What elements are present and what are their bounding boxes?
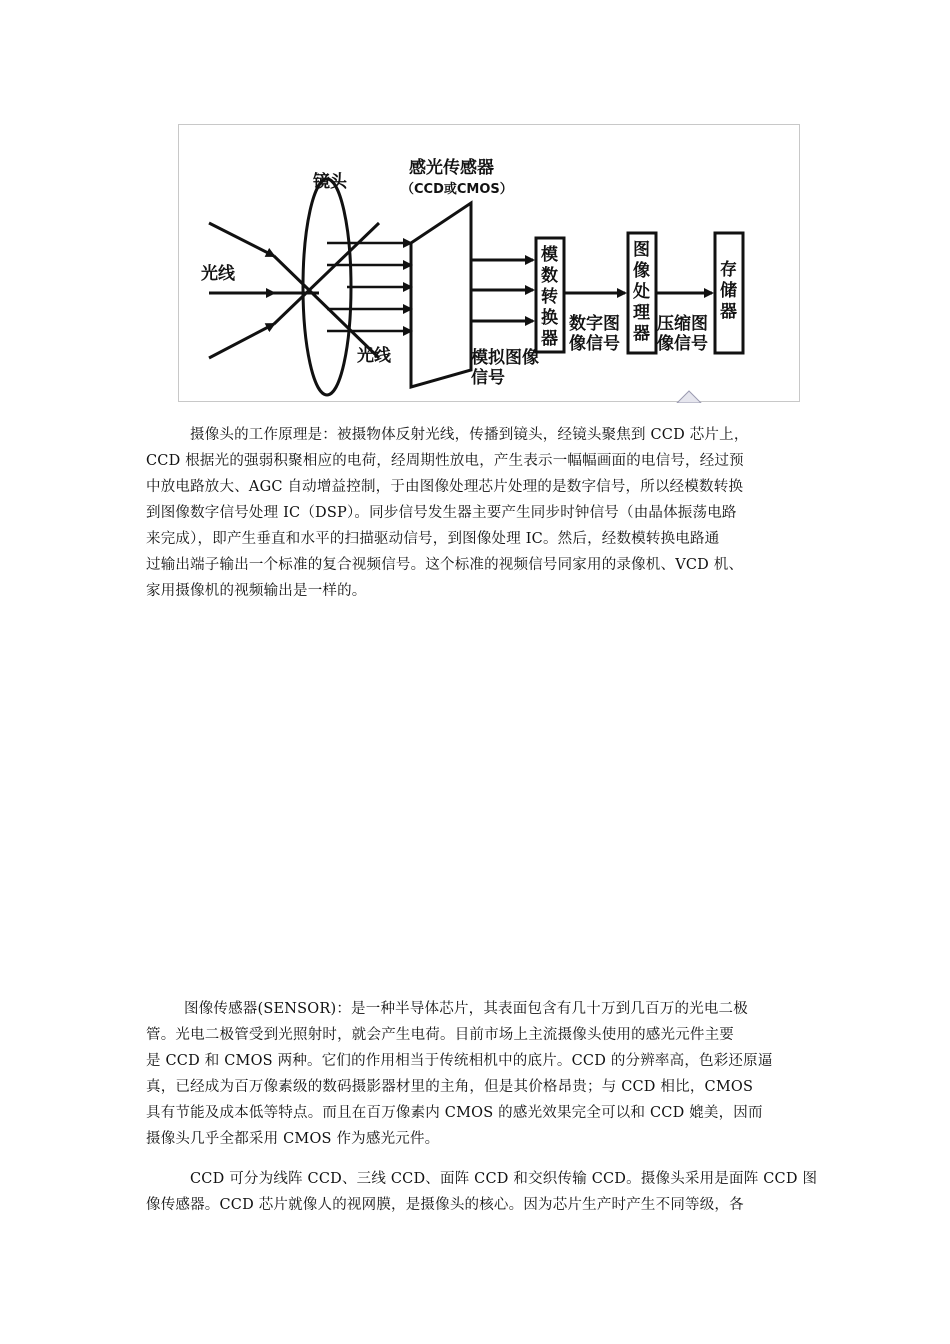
text-line: 像传感器。CCD 芯片就像人的视网膜，是摄像头的核心。因为芯片生产时产生不同等级，各 [146, 1197, 744, 1213]
sensor-label-line2: （CCD或CMOS） [401, 182, 513, 197]
adc-box-label: 模数转换器 [541, 245, 558, 349]
analog-signal-label: 模拟图像 信号 [471, 348, 539, 388]
analog-signal-arrows [471, 260, 533, 321]
text-line: 中放电路放大、AGC 自动增益控制，于由图像处理芯片处理的是数字信号，所以经模数转换 [146, 479, 744, 495]
paragraph-working-principle [146, 422, 806, 604]
text-line: 图像传感器(SENSOR)：是一种半导体芯片，其表面包含有几十万到几百万的光电二极 [184, 1001, 748, 1017]
lens-ellipse [303, 179, 351, 395]
storage-box-label: 存储器 [720, 260, 737, 322]
light-label-bottom: 光线 [357, 346, 391, 366]
digital-signal-label: 数字图 像信号 [569, 314, 620, 354]
paragraph-image-sensor [146, 996, 806, 1152]
lens-label: 镜头 [313, 172, 347, 192]
sensor-shape [411, 203, 471, 387]
camera-principle-diagram [178, 124, 800, 402]
text-line: 管。光电二极管受到光照射时，就会产生电荷。目前市场上主流摄像头使用的感光元件主要 [146, 1027, 734, 1043]
scroll-marker-icon [677, 391, 701, 403]
sensor-label-line1: 感光传感器 [409, 158, 494, 178]
paragraph-ccd-types [146, 1166, 818, 1218]
compressed-signal-label: 压缩图 像信号 [657, 314, 708, 354]
text-line: 真，已经成为百万像素级的数码摄影器材里的主角，但是其价格昂贵；与 CCD 相比，CMOS [146, 1079, 754, 1095]
diagram-svg [179, 125, 801, 403]
text-line: 摄像头几乎全都采用 CMOS 作为感光元件。 [146, 1131, 440, 1147]
dsp-box-label: 图像处理器 [633, 240, 650, 344]
text-line: 具有节能及成本低等特点。而且在百万像素内 CMOS 的感光效果完全可以和 CCD 媲美，因而 [146, 1105, 763, 1121]
text-line: 到图像数字信号处理 IC（DSP）。同步信号发生器主要产生同步时钟信号（由晶体振荡电路 [146, 505, 737, 521]
light-label-left: 光线 [201, 264, 235, 284]
text-line: 摄像头的工作原理是：被摄物体反射光线，传播到镜头，经镜头聚焦到 CCD 芯片上， [190, 427, 749, 443]
text-line: 家用摄像机的视频输出是一样的。 [146, 583, 367, 599]
text-line: CCD 根据光的强弱积聚相应的电荷，经周期性放电，产生表示一幅幅画面的电信号，经过预 [146, 453, 744, 469]
text-line: 过输出端子输出一个标准的复合视频信号。这个标准的视频信号同家用的录像机、VCD 机、 [146, 557, 744, 573]
text-line: 来完成），即产生垂直和水平的扫描驱动信号，到图像处理 IC。然后，经数模转换电路通 [146, 531, 720, 547]
text-line: CCD 可分为线阵 CCD、三线 CCD、面阵 CCD 和交织传输 CCD。摄像头采用是面阵 CCD 图 [190, 1171, 818, 1187]
text-line: 是 CCD 和 CMOS 两种。它们的作用相当于传统相机中的底片。CCD 的分辨率高，色彩还原逼 [146, 1053, 773, 1069]
